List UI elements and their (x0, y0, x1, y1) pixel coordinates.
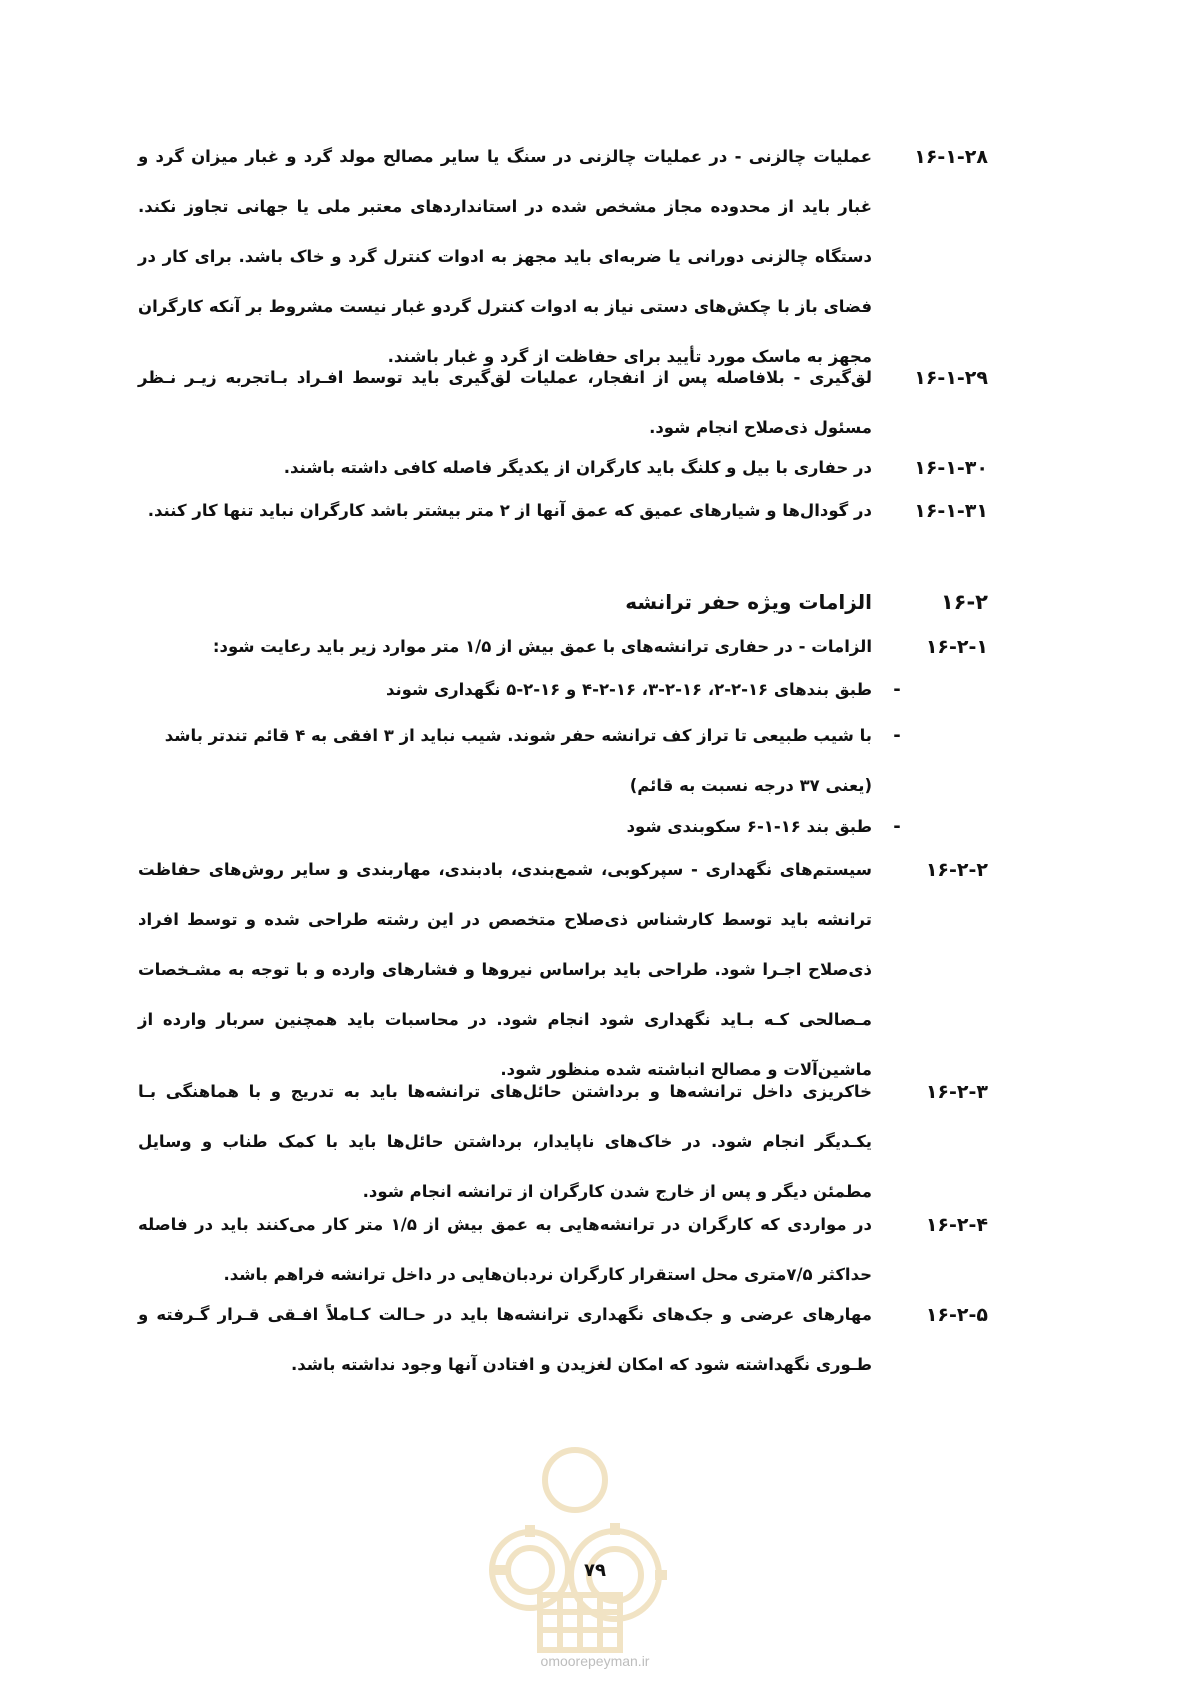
clause-number: ۱۶-۱-۳۱ (914, 500, 988, 522)
list-item: با شیب طبیعی تا تراز کف ترانشه حفر شوند. شیب نباید از ۳ افقی به ۴ قائم تندتر باشد (یعنی ۳۷ درجه نسبت به قائم) (164, 726, 872, 795)
list-item: طبق بندهای ۱۶-۲-۲، ۱۶-۲-۳، ۱۶-۲-۴ و ۱۶-۲-۵ نگهداری شوند (385, 680, 872, 699)
section-title: الزامات ویژه حفر ترانشه (625, 590, 872, 614)
clause-number: ۱۶-۱-۲۹ (914, 367, 988, 389)
clause-text: خاکریزی داخل ترانشه‌ها و برداشتن حائل‌های ترانشه‌ها باید به تدریج و با هماهنگی بـا یکـدیگر انجام شود. در خاک‌های ناپایدار، برداشتن حائل‌ها باید با کمک طناب و وسایل مطمئن دیگر و پس از خارج شدن کارگران از ترانشه انجام شود. (138, 1082, 872, 1201)
page-number: ۷۹ (584, 1560, 606, 1581)
clause-number: ۱۶-۱-۲۸ (914, 146, 988, 168)
watermark-logo-icon (455, 1420, 695, 1660)
clause-text: در حفاری با بیل و کلنگ باید کارگران از یکدیگر فاصله کافی داشته باشند. (283, 458, 872, 477)
clause-text: عملیات چالزنی - در عملیات چالزنی در سنگ یا سایر مصالح مولد گرد و غبار میزان گرد و غبار باید از محدوده مجاز مشخص شده در استانداردهای معتبر ملی یا جهانی تجاوز نکند. دستگاه چالزنی دورانی یا ضربه‌ای باید مجهز به ادوات کنترل گرد و خاک باشد. برای کار در فضای باز با چکش‌های دستی نیاز به ادوات کنترل گردو غبار نیست مشروط بر آنکه کارگران مجهز به ماسک مورد تأیید برای حفاظت از گرد و غبار باشند. (138, 147, 872, 366)
clause-number: ۱۶-۲-۵ (925, 1304, 988, 1326)
clause-text: سیستم‌های نگهداری - سپرکوبی، شمع‌بندی، بادبندی، مهاربندی و سایر روش‌های حفاظت ترانشه باید توسط کارشناس ذی‌صلاح متخصص در این رشته طراحی شده و توسط افراد ذی‌صلاح اجـرا شود. طراحی باید براساس نیروها و فشارهای وارده و با توجه به مشـخصات مـصالحی کـه بـاید نگهداری شود انجام شود. در محاسبات باید همچنین سربار وارده از ماشین‌آلات و مصالح انباشته شده منظور شود. (138, 860, 872, 1079)
clause-number: ۱۶-۱-۳۰ (914, 457, 988, 479)
section-number: ۱۶-۲ (940, 590, 988, 614)
list-bullet: - (893, 816, 901, 837)
clause-text: لق‌گیری - بلافاصله پس از انفجار، عملیات لق‌گیری باید توسط افـراد بـاتجربه زیـر نـظر مسئول ذی‌صلاح انجام شود. (138, 368, 872, 437)
list-bullet: - (893, 725, 901, 746)
clause-number: ۱۶-۲-۱ (925, 636, 988, 658)
clause-number: ۱۶-۲-۳ (925, 1081, 988, 1103)
clause-number: ۱۶-۲-۲ (925, 859, 988, 881)
clause-number: ۱۶-۲-۴ (925, 1214, 988, 1236)
list-item: طبق بند ۱۶-۱-۶ سکوبندی شود (626, 817, 872, 836)
list-bullet: - (893, 679, 901, 700)
clause-text: مهارهای عرضی و جک‌های نگهداری ترانشه‌ها باید در حـالت کـاملاً افـقی قـرار گـرفته و طـوری نگهداشته شود که امکان لغزیدن و افتادن آنها وجود نداشته باشد. (138, 1305, 872, 1374)
footer-url: omoorepeyman.ir (540, 1653, 650, 1669)
clause-text: در مواردی که کارگران در ترانشه‌هایی به عمق بیش از ۱/۵ متر کار می‌کنند باید در فاصله حداکثر ۷/۵متری محل استقرار کارگران نردبان‌هایی در داخل ترانشه فراهم باشد. (138, 1215, 872, 1284)
clause-text: در گودال‌ها و شیارهای عمیق که عمق آنها از ۲ متر بیشتر باشد کارگران نباید تنها کار کنند. (147, 501, 872, 520)
clause-text: الزامات - در حفاری ترانشه‌های با عمق بیش از ۱/۵ متر موارد زیر باید رعایت شود: (212, 637, 872, 656)
